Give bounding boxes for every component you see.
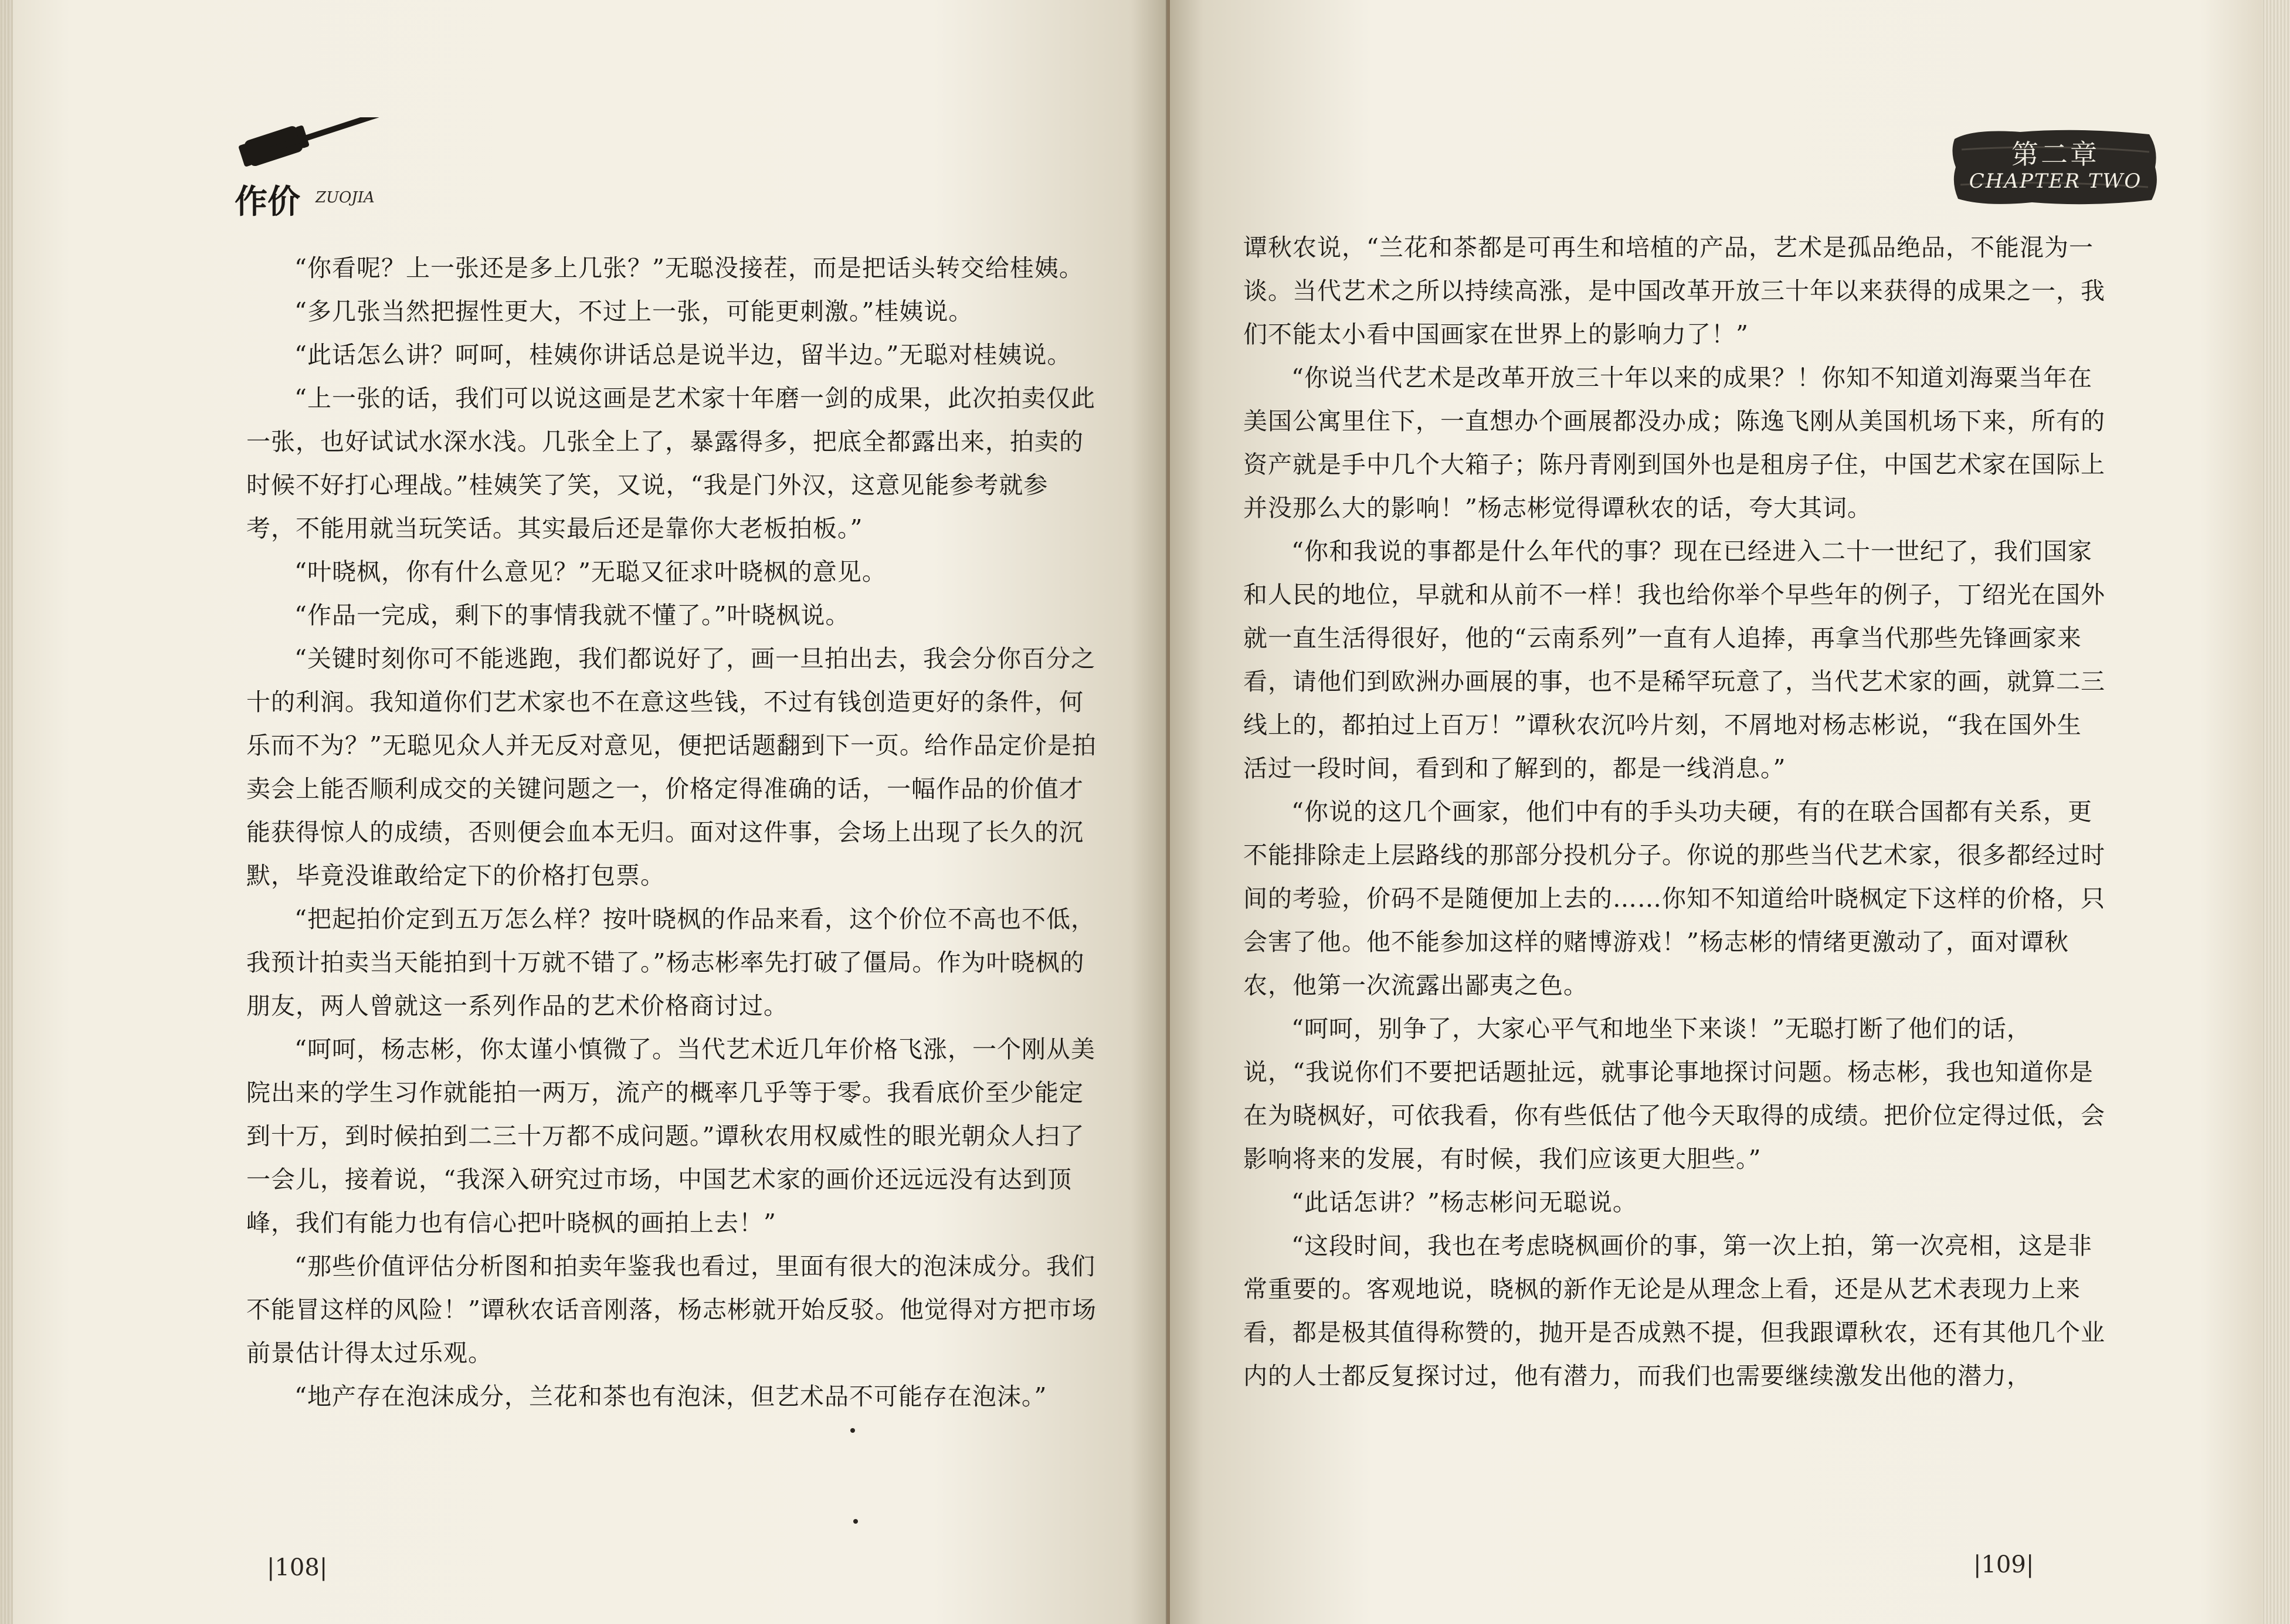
gavel-icon [235, 117, 387, 176]
paragraph: “你说的这几个画家，他们中有的手头功夫硬，有的在联合国都有关系，更不能排除走上层路线的那部分投机分子。你说的那些当代艺术家，很多都经过时间的考验，价码不是随便加上去的……你知不知道给叶晓枫定下这样的价格，只会害了他。他不能参加这样的赌博游戏！”杨志彬的情绪更激动了，面对谭秋农，他第一次流露出鄙夷之色。 [1243, 798, 2105, 999]
paragraph: “此话怎讲？”杨志彬问无聪说。 [1291, 1188, 1637, 1216]
page-number-left: |108| [267, 1554, 328, 1581]
chapter-header [1950, 126, 2161, 208]
book-title-roman: ZUOJIA [315, 189, 375, 206]
paragraph: “此话怎么讲？呵呵，桂姨你讲话总是说半边，留半边。”无聪对桂姨说。 [294, 341, 1072, 369]
paragraph: “呵呵，别争了，大家心平气和地坐下来谈！”无聪打断了他们的话，说，“我说你们不要把话题扯远，就事论事地探讨问题。杨志彬，我也知道你是在为晓枫好，可依我看，你有些低估了他今天取得的成绩。把价位定得过低，会影响将来的发展，有时候，我们应该更大胆些。” [1243, 1015, 2105, 1173]
paragraph: “叶晓枫，你有什么意见？”无聪又征求叶晓枫的意见。 [294, 558, 887, 586]
page-number-right: |109| [1973, 1551, 2034, 1578]
paragraph: “你看呢？上一张还是多上几张？”无聪没接茬，而是把话头转交给桂姨。 [294, 254, 1084, 282]
left-page-body [246, 246, 1097, 1418]
paragraph: “地产存在泡沫成分，兰花和茶也有泡沫，但艺术品不可能存在泡沫。” [294, 1382, 1047, 1411]
paragraph: “作品一完成，剩下的事情我就不懂了。”叶晓枫说。 [294, 601, 850, 629]
ink-speck [850, 1428, 855, 1433]
right-page-edge [2262, 0, 2290, 1624]
chapter-title: 第二章 [2011, 138, 2099, 170]
paragraph: “这段时间，我也在考虑晓枫画价的事，第一次上拍，第一次亮相，这是非常重要的。客观地说，晓枫的新作无论是从理念上看，还是从艺术表现力上来看，都是极其值得称赞的，抛开是否成熟不提，但我跟谭秋农，还有其他几个业内的人士都反复探讨过，他有潜力，而我们也需要继续激发出他的潜力， [1243, 1232, 2105, 1390]
paragraph: “你和我说的事都是什么年代的事？现在已经进入二十一世纪了，我们国家和人民的地位，早就和从前不一样！我也给你举个早些年的例子，丁绍光在国外就一直生活得很好，他的“云南系列”一直有人追捧，再拿当代那些先锋画家来看，请他们到欧洲办画展的事，也不是稀罕玩意了，当代艺术家的画，就算二三线上的，都拍过上百万！”谭秋农沉吟片刻，不屑地对杨志彬说，“我在国外生活过一段时间，看到和了解到的，都是一线消息。” [1243, 537, 2105, 782]
right-page-body [1243, 226, 2105, 1398]
chapter-subtitle: CHAPTER TWO [1969, 169, 2142, 193]
paragraph: “你说当代艺术是改革开放三十年以来的成果？！你知不知道刘海粟当年在美国公寓里住下，一直想办个画展都没办成；陈逸飞刚从美国机场下来，所有的资产就是手中几个大箱子；陈丹青刚到国外也是租房子住，中国艺术家在国际上并没那么大的影响！”杨志彬觉得谭秋农的话，夸大其词。 [1243, 364, 2105, 522]
book-title: 作价 [235, 183, 300, 221]
paragraph: “呵呵，杨志彬，你太谨小慎微了。当代艺术近几年价格飞涨，一个刚从美院出来的学生习作就能拍一两万，流产的概率几乎等于零。我看底价至少能定到十万，到时候拍到二三十万都不成问题。”谭秋农用权威性的眼光朝众人扫了一会儿，接着说，“我深入研究过市场，中国艺术家的画价还远远没有达到顶峰，我们有能力也有信心把叶晓枫的画拍上去！” [246, 1035, 1095, 1237]
paragraph: “把起拍价定到五万怎么样？按叶晓枫的作品来看，这个价位不高也不低，我预计拍卖当天能拍到十万就不错了。”杨志彬率先打破了僵局。作为叶晓枫的朋友，两人曾就这一系列作品的艺术价格商讨过。 [246, 905, 1095, 1020]
paragraph: “上一张的话，我们可以说这画是艺术家十年磨一剑的成果，此次拍卖仅此一张，也好试试水深水浅。几张全上了，暴露得多，把底全都露出来，拍卖的时候不好打心理战。”桂姨笑了笑，又说，“我是门外汉，这意见能参考就参考，不能用就当玩笑话。其实最后还是靠你大老板拍板。” [246, 384, 1095, 543]
paragraph: 谭秋农说，“兰花和茶都是可再生和培植的产品，艺术是孤品绝品，不能混为一谈。当代艺术之所以持续高涨，是中国改革开放三十年以来获得的成果之一，我们不能太小看中国画家在世界上的影响力了！” [1243, 233, 2105, 348]
paragraph: “那些价值评估分析图和拍卖年鉴我也看过，里面有很大的泡沫成分。我们不能冒这样的风险！”谭秋农话音刚落，杨志彬就开始反驳。他觉得对方把市场前景估计得太过乐观。 [246, 1252, 1097, 1367]
running-header-left [235, 117, 469, 223]
paragraph: “多几张当然把握性更大，不过上一张，可能更刺激。”桂姨说。 [294, 297, 973, 326]
ink-speck [853, 1519, 858, 1524]
left-page-edge [0, 0, 13, 1624]
right-page [1170, 0, 2290, 1624]
paragraph: “关键时刻你可不能逃跑，我们都说好了，画一旦拍出去，我会分你百分之十的利润。我知道你们艺术家也不在意这些钱，不过有钱创造更好的条件，何乐而不为？”无聪见众人并无反对意见，便把话题翻到下一页。给作品定价是拍卖会上能否顺利成交的关键问题之一，价格定得准确的话，一幅作品的价值才能获得惊人的成绩，否则便会血本无归。面对这件事，会场上出现了长久的沉默，毕竟没谁敢给定下的价格打包票。 [246, 645, 1097, 890]
